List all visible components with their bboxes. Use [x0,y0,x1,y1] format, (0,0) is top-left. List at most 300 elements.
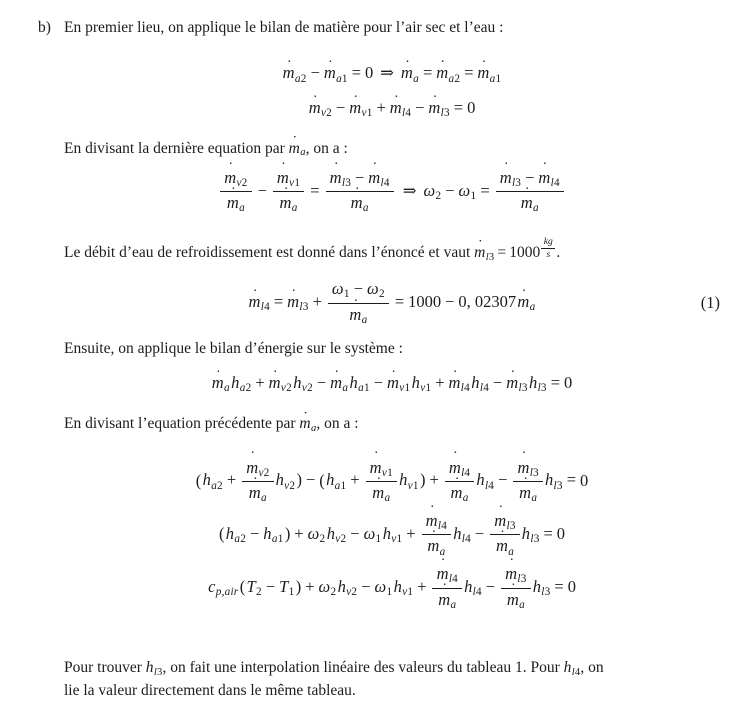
subscript-char: 2 [240,532,247,545]
dotted-variable: m ˙ [330,373,342,392]
fraction-denominator [366,482,398,506]
subscript-char: l [550,176,554,189]
math-atom [427,536,446,558]
math-atom [449,458,470,477]
math-operator: + [376,97,386,117]
math-atom [349,97,373,120]
subscript [382,467,393,479]
subscript [448,73,460,85]
math-operator: − [257,180,267,200]
dotted-variable: m ˙ [370,458,382,477]
math-atom [387,372,411,395]
math-operator: − [335,97,346,117]
math-variable: h [382,523,391,543]
math-atom [500,168,521,187]
subscript [342,382,348,394]
inline-math [289,140,306,157]
math-operator: − [361,576,371,596]
subscript [512,177,521,189]
math-variable: h [544,470,554,490]
subscript-char: 3 [521,382,528,395]
math-variable: s [546,249,551,261]
subscript-char: 3 [157,667,163,679]
subscript [236,177,247,189]
subscript-char: 1 [495,72,502,85]
inline-math [299,415,317,435]
math-operator: = [464,63,474,83]
math-atom [319,470,325,489]
math-atom [563,659,581,679]
subscript-char: 2 [435,189,442,202]
math-atom [544,236,553,247]
subscript-char: 2 [289,479,296,492]
math-atom [330,168,351,187]
subscript-char: 1 [375,532,382,545]
subscript [507,520,516,532]
subscript [376,533,382,545]
dotted-variable: m ˙ [368,168,380,187]
math-atom [464,577,482,596]
fraction-denominator [513,482,543,506]
subscript [541,586,550,598]
subscript [420,382,431,394]
math-atom [519,483,538,505]
math-atom [275,470,296,492]
subscript-char: 4 [464,382,470,395]
dotted-variable: m ˙ [521,193,533,212]
paragraph-p2 [64,138,720,161]
subscript-char: 1 [294,176,301,189]
subscript-char: 3 [515,176,522,189]
text-run: lie la valeur directement dans le même tableau. [64,682,356,700]
math-atom [505,563,527,586]
subscript-char: v [280,382,287,395]
math-atom [246,458,269,477]
subscript-char: l [341,176,346,189]
subscript [363,202,369,214]
subscript [435,190,441,202]
subscript-char: 4 [483,382,490,395]
subscript-char: l [153,667,157,679]
subscript-char: 3 [444,107,450,120]
subscript-char: v [236,176,242,189]
subscript-char: l [461,466,465,479]
subscript-char: l [299,301,303,314]
math-operator: − [415,97,425,117]
math-atom [330,372,349,395]
math-number: 1000 [509,244,541,261]
subscript-char: l [402,107,406,120]
fraction-denominator [501,589,531,613]
subscript-char: a [234,532,241,545]
subscript-char: 1 [412,479,419,492]
fraction [326,168,394,216]
math-atom [208,577,238,596]
fraction-numerator [541,237,555,250]
subscript-char: l [440,107,444,120]
math-variable: ω [458,180,471,200]
math-atom [544,470,563,492]
math-atom [459,181,477,200]
subscript [335,480,347,492]
fraction [541,237,555,261]
text-run: En divisant la dernière equation par [64,139,289,157]
math-atom [285,524,291,543]
math-atom [308,524,326,543]
subscript-char: r [233,586,239,598]
math-atom [365,63,373,82]
math-variable: h [225,523,235,543]
subscript-char: a [224,382,230,395]
subscript [239,202,245,214]
paragraph-p4 [64,338,720,360]
subscript [261,492,267,504]
subscript-char: 1 [343,288,350,301]
math-operator: + [417,576,427,596]
math-operator: = [480,180,490,200]
math-atom [450,483,469,505]
dotted-variable: m ˙ [427,536,439,555]
subscript-char: l [541,586,545,598]
fraction [513,458,543,506]
subscript-char: 2 [300,72,307,85]
math-operator: + [435,372,445,392]
subscript-char: v [289,176,295,189]
subscript-char: v [284,479,290,492]
subscript-char: 2 [245,382,252,395]
subscript [284,480,295,492]
subscript-char: a [334,479,341,492]
subscript-char: p [215,586,222,598]
math-operator: + [294,523,304,543]
math-atom [453,524,471,543]
text-run: . [556,244,561,261]
subscript-char: 4 [476,586,482,598]
subscript-char: 4 [452,573,458,586]
subscript-char: l [511,176,516,189]
paragraph-p5 [64,413,720,436]
dotted-variable: m ˙ [283,63,295,82]
subscript [530,301,536,313]
math-number: ( [319,470,325,490]
subscript-char: 4 [441,519,448,532]
subscript-char: l [529,466,534,479]
dotted-variable: m ˙ [277,168,289,187]
subscript [224,382,230,394]
math-atom [248,292,270,314]
subscript-char: a [239,382,246,395]
math-variable: h [532,576,541,596]
dotted-variable: m ˙ [437,564,449,583]
math-atom [538,168,559,187]
subscript [554,480,563,492]
math-number: 0 [364,63,374,83]
equation-e5 [64,458,720,613]
subscript [490,73,502,85]
math-atom [349,305,367,324]
fraction [490,511,520,559]
subscript-char: v [407,479,413,492]
math-atom [240,577,246,596]
subscript [299,301,308,313]
math-atom [424,181,442,200]
math-number: 0, 02307 [458,292,517,312]
dotted-variable: m ˙ [496,536,508,555]
math-operator: − [350,523,360,543]
dotted-variable: m ˙ [517,458,529,477]
dotted-variable: m ˙ [289,140,300,157]
subscript-char: 3 [544,586,551,598]
math-operator: = [543,523,553,543]
subscript [336,73,348,85]
text-run: , on a : [316,415,359,433]
math-atom [224,168,247,187]
math-atom [282,63,307,85]
subscript [346,586,357,598]
math-atom [477,63,502,85]
math-operator: = [550,372,561,392]
subscript [289,177,300,189]
dotted-variable: m ˙ [438,590,450,609]
paragraph-p3 [64,237,720,265]
math-variable: h [326,523,335,543]
subscript [485,480,494,492]
subscript-char: 4 [488,479,495,492]
math-variable: ω [331,279,344,299]
paragraph-p1 [38,17,720,39]
subscript-char: 1 [470,189,477,202]
subscript [517,573,526,585]
subscript [391,533,402,545]
subscript-char: 4 [405,107,412,120]
subscript-char: a [239,202,245,215]
math-atom [370,458,393,477]
text-run: Pour trouver [64,659,146,677]
subscript [335,533,346,545]
dotted-variable: m ˙ [324,63,336,82]
math-atom [247,577,262,596]
equation-e4 [64,370,720,398]
math-atom [458,292,516,311]
text-run: Le débit d’eau de refroidissement est donné dans l’énoncé et vaut [64,244,475,261]
dotted-variable: m ˙ [517,292,529,311]
math-number: ( [239,576,246,596]
math-operator: − [310,63,320,83]
subscript-char: 2 [378,288,385,301]
subscript [261,301,270,313]
paragraph-p6 [64,657,720,703]
math-atom [364,524,382,543]
subscript [551,177,560,189]
fraction [496,168,564,216]
fraction [328,279,389,327]
math-operator: = [453,97,464,117]
subscript [461,382,470,394]
math-atom [287,292,309,314]
math-operator: − [498,470,508,490]
math-atom [366,279,385,301]
subscript-char: l [460,382,465,395]
subscript-char: l [485,251,489,263]
math-atom [471,372,490,395]
math-operator: + [255,372,265,392]
fraction-denominator [242,482,274,506]
math-atom [546,249,550,260]
subscript-char: 2 [330,586,337,598]
math-atom [506,372,528,395]
math-operator: = [566,470,576,490]
fraction-denominator [496,192,564,216]
math-atom [568,577,576,596]
subscript [321,107,332,119]
subscript [438,520,447,532]
math-atom [448,372,470,395]
subscript-char: a [271,532,278,545]
subscript-char: a [294,72,301,85]
subscript-char: a [361,313,368,326]
dotted-variable: m ˙ [505,564,517,583]
math-atom [293,372,313,395]
subscript-char: v [301,382,308,395]
subscript-char: 2 [319,532,326,545]
subscript [330,586,336,598]
math-operator: − [316,372,327,392]
subscript [486,252,495,263]
math-operator: − [306,470,316,490]
dotted-variable: m ˙ [249,483,261,502]
math-variable: ω [374,576,387,596]
math-variable: h [337,576,346,596]
math-atom [426,511,447,530]
math-number: 0 [467,97,476,117]
subscript [362,314,368,326]
subscript-char: 1 [341,72,348,85]
subscript-char: a [413,72,419,85]
subscript-char: 3 [533,532,540,545]
subscript-char: a [439,545,446,558]
subscript [234,533,246,545]
subscript-char: 2 [217,479,223,492]
math-variable: ω [307,523,320,543]
subscript [408,480,419,492]
subscript-char: 2 [263,466,270,479]
subscript [256,586,262,598]
subscript-char: i [230,586,234,598]
fraction [242,458,274,506]
subscript-char: a [291,202,298,215]
subscript-char: a [342,382,349,395]
math-operator: − [265,576,276,596]
fraction [501,564,531,612]
math-atom [389,97,412,120]
math-atom [400,63,419,85]
subscript-char: 4 [464,466,471,479]
subscript-char: 4 [465,532,471,545]
math-atom [318,577,336,596]
subscript [211,480,223,492]
subscript-char: 4 [574,667,581,679]
math-number: ( [195,470,202,490]
subscript [530,467,539,479]
math-atom [507,590,525,609]
dotted-variable: m ˙ [519,483,531,502]
subscript-char: a [450,598,457,611]
subscript-char: l [437,519,442,532]
dotted-variable: m ˙ [349,305,361,324]
subscript-char: l [530,532,534,545]
math-operator: = [394,292,405,312]
math-variable: T [246,576,256,596]
dotted-variable: m ˙ [390,98,402,117]
math-operator: − [353,279,364,299]
math-number: ) [284,523,291,543]
math-atom [580,470,588,489]
math-atom [268,372,292,395]
subscript [462,533,471,545]
dotted-variable: m ˙ [309,98,321,117]
dotted-variable: m ˙ [387,373,399,392]
subscript-char: 4 [264,301,270,314]
inline-math [145,659,163,679]
subscript-char: v [346,586,352,598]
math-operator: − [373,372,384,392]
math-atom [509,244,540,261]
fraction [432,564,462,612]
math-number: 0 [567,576,576,596]
subscript-char: l [571,667,575,679]
subscript [358,382,370,394]
fraction-denominator [445,482,475,506]
dotted-variable: m ˙ [351,193,363,212]
dotted-variable: m ˙ [287,292,299,311]
subscript [399,382,410,394]
dotted-variable: m ˙ [269,373,281,392]
math-variable: h [521,523,531,543]
subscript [295,73,307,85]
subscript [471,190,477,202]
text-run: , on [580,659,604,677]
math-number: ( [218,523,225,543]
subscript-char: 1 [363,382,370,395]
subscript-char: a [531,492,538,505]
math-atom [411,372,432,395]
subscript-char: 1 [288,586,295,598]
subscript [463,492,469,504]
subscript [461,467,470,479]
math-atom [231,372,252,395]
math-variable: c [208,576,216,596]
subscript-char: a [489,72,496,85]
math-variable: ω [318,576,331,596]
subscript-char: a [532,202,539,215]
subscript-char: l [472,586,477,598]
subscript [402,107,411,119]
math-operator: + [350,470,360,490]
inline-math [563,659,581,679]
subscript-char: 1 [340,479,347,492]
math-variable: h [393,576,402,596]
math-operator: ⇒ [402,180,417,200]
math-variable: h [399,470,408,490]
subscript [413,73,419,85]
math-operator: + [305,576,315,596]
math-operator: − [525,167,535,187]
subscript-char: 1 [396,532,403,545]
subscript [216,586,239,598]
math-variable: ω [363,523,376,543]
equation-row [64,511,720,559]
subscript [272,533,284,545]
